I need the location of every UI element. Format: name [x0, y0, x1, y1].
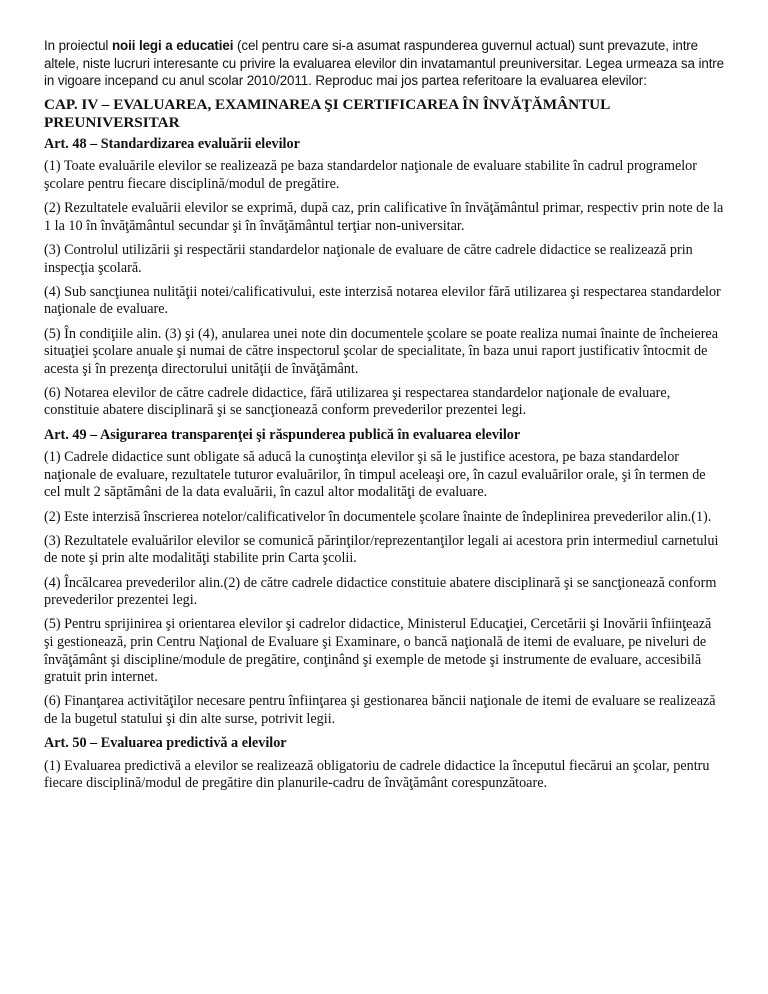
- article-paragraph: (5) În condiţiile alin. (3) şi (4), anularea unei note din documentele şcolare se poate realiza numai înainte de încheierea situaţiei şcolare anuale şi numai de către inspectorul şcolar de specialitate, în baza unui raport justificativ întocmit de acesta şi în prezenţa directorului unităţii de învăţământ.: [44, 325, 719, 377]
- article-paragraph: (2) Este interzisă înscrierea notelor/calificativelor în documentele şcolare înainte de îndeplinirea prevederilor alin.(1).: [44, 508, 712, 525]
- article-paragraph: (1) Evaluarea predictivă a elevilor se realizează obligatoriu de cadrele didactice la începutul fiecărui an şcolar, pentru fiecare disciplină/modul de pregătire din planurile-cadru de învăţământ corespunzătoare.: [44, 757, 710, 792]
- article-49: [44, 427, 724, 729]
- article-paragraph: (5) Pentru sprijinirea şi orientarea elevilor şi cadrelor didactice, Ministerul Educaţiei, Cercetării şi Inovării înfiinţează şi gestionează, prin Centru Naţional de Evaluare şi Examinare, o bancă naţională de itemi de evaluare, pe niveluri de învăţământ şi discipline/module de pregătire, conţinând şi exemple de metode şi instrumente de evaluare, accesibilă gratuit prin internet.: [44, 616, 712, 686]
- article-paragraph: (3) Rezultatele evaluărilor elevilor se comunică părinţilor/reprezentanţilor legali ai acestora prin intermediul carnetului de note şi prin alte modalităţi stabilite prin Carta şcolii.: [44, 532, 719, 567]
- article-paragraph: (1) Cadrele didactice sunt obligate să aducă la cunoştinţa elevilor şi să le justifice acestora, pe baza standardelor naţionale de evaluare, rezultatele tuturor evaluărilor, în timpul aceleaşi ore, în cazul evaluărilor orale, şi în termen de cel mult 2 săptămâni de la data evaluării, în cazul altor modalităţi de evaluare.: [44, 449, 706, 501]
- article-48: [44, 136, 724, 420]
- article-paragraph: (6) Notarea elevilor de către cadrele didactice, fără utilizarea şi respectarea standardelor naţionale de evaluare, constituie abatere disciplinară şi se sancţionează conform prevederilor prezentei legi.: [44, 384, 671, 419]
- article-50: [44, 735, 724, 793]
- article-heading: Art. 50 – Evaluarea predictivă a elevilor: [44, 735, 287, 752]
- intro-text-start: In proiectul: [44, 38, 112, 53]
- chapter-title: CAP. IV – EVALUAREA, EXAMINAREA ŞI CERTIFICAREA ÎN ÎNVĂŢĂMÂNTUL PREUNIVERSITAR: [44, 95, 610, 131]
- article-paragraph: (1) Toate evaluările elevilor se realizează pe baza standardelor naţionale de evaluare stabilite în cadrul programelor şcolare pentru fiecare disciplină/modul de pregătire.: [44, 158, 698, 192]
- article-heading: Art. 49 – Asigurarea transparenţei şi răspunderea publică în evaluarea elevilor: [44, 426, 521, 443]
- article-paragraph: (6) Finanţarea activităţilor necesare pentru înfiinţarea şi gestionarea băncii naţionale de itemi de evaluare se realizează de la bugetul statului şi din alte surse, potrivit legii.: [44, 693, 716, 727]
- article-paragraph: (4) Sub sancţiunea nulităţii notei/calificativului, este interzisă notarea elevilor fără utilizarea şi respectarea standardelor naţionale de evaluare.: [44, 283, 721, 318]
- document-page: [44, 37, 724, 800]
- article-paragraph: (4) Încălcarea prevederilor alin.(2) de către cadrele didactice constituie abatere disciplinară şi se sancţionează conform prevederilor prezentei legi.: [44, 574, 717, 609]
- intro-paragraph: [44, 37, 724, 90]
- article-paragraph: (3) Controlul utilizării şi respectării standardelor naţionale de evaluare de către cadrele didactice se realizează prin inspecţia şcolară.: [44, 241, 693, 276]
- intro-text-end: (cel pentru care si-a asumat raspunderea guvernul actual) sunt prevazute, intre altele, niste lucruri interesante cu privire la evaluarea elevilor din invatamantul preuniversitar. Legea urmeaza sa intre in vigoare incepand cu anul scolar 2010/2011. Reproduc mai jos partea referitoare la evaluarea elevilor:: [44, 38, 725, 89]
- article-heading: Art. 48 – Standardizarea evaluării elevilor: [44, 135, 300, 152]
- article-paragraph: (2) Rezultatele evaluării elevilor se exprimă, după caz, prin calificative în învăţământul primar, respectiv prin note de la 1 la 10 în învăţământul secundar şi în învăţământul terţiar non-universitar.: [44, 200, 724, 234]
- intro-bold-phrase: noii legi a educatiei: [111, 38, 234, 53]
